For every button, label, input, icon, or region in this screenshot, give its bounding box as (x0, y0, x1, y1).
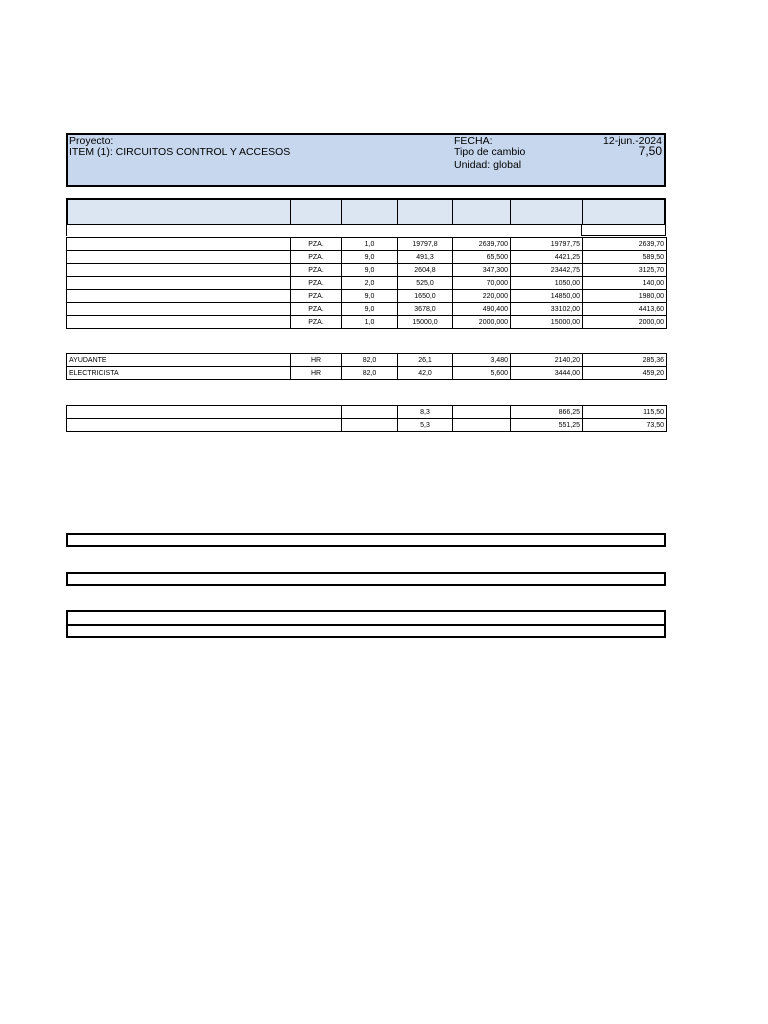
column-header-row (66, 198, 666, 225)
material-row (67, 316, 667, 329)
cell-description: ELECTRICISTA (67, 367, 291, 380)
cell-unit-price-usd: 3,480 (453, 354, 511, 367)
cell-unit: PZA. (291, 251, 342, 264)
labor-row (67, 367, 667, 380)
cell-total-usd: 140,00 (583, 277, 667, 290)
cell-unit-price-usd: 2000,000 (453, 316, 511, 329)
cell-description (67, 303, 291, 316)
material-row (67, 251, 667, 264)
cell-total-bs: 866,25 (511, 406, 583, 419)
cell-description (67, 406, 342, 419)
cell-unit-price-bs: 5,3 (398, 419, 453, 432)
cell-description (67, 419, 342, 432)
equipment-table (66, 405, 667, 432)
cell-unit: PZA. (291, 238, 342, 251)
summary-bar-2 (66, 572, 666, 586)
cell-quantity: 9,0 (342, 264, 398, 277)
cell-total-bs: 33102,00 (511, 303, 583, 316)
subheader-total-cell (581, 225, 666, 236)
cell-unit: PZA. (291, 303, 342, 316)
cell-unit-price-usd: 65,500 (453, 251, 511, 264)
cell-unit-price-usd: 5,600 (453, 367, 511, 380)
cell-unit-price-usd: 2639,700 (453, 238, 511, 251)
cell-total-usd: 2000,00 (583, 316, 667, 329)
cell-unit-price-usd: 347,300 (453, 264, 511, 277)
column-header-total-bs (511, 200, 583, 224)
cell-total-usd: 459,20 (583, 367, 667, 380)
cell-unit: HR (291, 354, 342, 367)
cell-quantity: 1,0 (342, 316, 398, 329)
cell-unit-price-bs: 19797,8 (398, 238, 453, 251)
material-row (67, 264, 667, 277)
cell-description: AYUDANTE (67, 354, 291, 367)
cell-total-bs: 2140,20 (511, 354, 583, 367)
cell-description (67, 251, 291, 264)
cell-total-bs: 23442,75 (511, 264, 583, 277)
cell-total-bs: 551,25 (511, 419, 583, 432)
project-label: Proyecto: (69, 135, 114, 147)
cell-total-usd: 1980,00 (583, 290, 667, 303)
column-header-unit-price-bs (398, 200, 453, 224)
column-header-unit (291, 200, 342, 224)
summary-divider (68, 624, 664, 626)
cell-unit: PZA. (291, 316, 342, 329)
unit-label: Unidad: global (454, 159, 522, 171)
cell-unit: HR (291, 367, 342, 380)
cell-unit-price-bs: 15000,0 (398, 316, 453, 329)
cell-total-bs: 15000,00 (511, 316, 583, 329)
column-header-quantity (342, 200, 398, 224)
date-value: 12-jun.-2024 (603, 135, 662, 147)
cell-total-usd: 73,50 (583, 419, 667, 432)
cell-total-usd: 115,50 (583, 406, 667, 419)
exchange-rate-label: Tipo de cambio (454, 146, 526, 158)
cell-unit: PZA. (291, 290, 342, 303)
cell-total-bs: 3444,00 (511, 367, 583, 380)
cell-quantity: 1,0 (342, 238, 398, 251)
cell-description (67, 290, 291, 303)
column-header-unit-price-usd (453, 200, 511, 224)
summary-bar-total (66, 610, 666, 638)
cell-quantity: 82,0 (342, 367, 398, 380)
cell-total-bs: 4421,25 (511, 251, 583, 264)
cell-quantity: 82,0 (342, 354, 398, 367)
cell-unit-price-usd (453, 419, 511, 432)
cell-description (67, 264, 291, 277)
labor-table (66, 353, 667, 380)
cell-percent (342, 406, 398, 419)
cell-total-usd: 589,50 (583, 251, 667, 264)
cell-quantity: 9,0 (342, 251, 398, 264)
labor-row (67, 354, 667, 367)
cell-quantity: 9,0 (342, 290, 398, 303)
cell-unit-price-bs: 3678,0 (398, 303, 453, 316)
project-header (66, 133, 666, 187)
cell-total-usd: 4413,60 (583, 303, 667, 316)
cell-description (67, 238, 291, 251)
cell-unit-price-usd: 490,400 (453, 303, 511, 316)
summary-bar-1 (66, 533, 666, 547)
cell-total-bs: 1050,00 (511, 277, 583, 290)
date-label: FECHA: (454, 135, 493, 147)
cell-unit-price-bs: 1650,0 (398, 290, 453, 303)
cell-unit-price-bs: 26,1 (398, 354, 453, 367)
cell-total-usd: 285,36 (583, 354, 667, 367)
cell-unit-price-bs: 2604,8 (398, 264, 453, 277)
cell-unit-price-bs: 42,0 (398, 367, 453, 380)
cell-total-bs: 19797,75 (511, 238, 583, 251)
cell-unit: PZA. (291, 264, 342, 277)
subheader-left-edge (66, 225, 67, 236)
material-row (67, 290, 667, 303)
cell-unit-price-bs: 491,3 (398, 251, 453, 264)
cell-description (67, 316, 291, 329)
item-title: ITEM (1): CIRCUITOS CONTROL Y ACCESOS (69, 146, 291, 158)
cell-unit-price-usd: 70,000 (453, 277, 511, 290)
cell-quantity: 9,0 (342, 303, 398, 316)
material-row (67, 238, 667, 251)
cell-total-usd: 2639,70 (583, 238, 667, 251)
cell-quantity: 2,0 (342, 277, 398, 290)
materials-table (66, 237, 667, 329)
column-header-description (68, 200, 291, 224)
cell-unit-price-bs: 525,0 (398, 277, 453, 290)
column-header-total-usd (583, 200, 664, 224)
cell-total-bs: 14850,00 (511, 290, 583, 303)
cell-description (67, 277, 291, 290)
cell-percent (342, 419, 398, 432)
cell-total-usd: 3125,70 (583, 264, 667, 277)
material-row (67, 277, 667, 290)
cell-unit-price-usd (453, 406, 511, 419)
equipment-row (67, 406, 667, 419)
exchange-rate-value: 7,50 (638, 144, 662, 158)
equipment-row (67, 419, 667, 432)
cell-unit-price-bs: 8,3 (398, 406, 453, 419)
material-row (67, 303, 667, 316)
cell-unit: PZA. (291, 277, 342, 290)
cell-unit-price-usd: 220,000 (453, 290, 511, 303)
